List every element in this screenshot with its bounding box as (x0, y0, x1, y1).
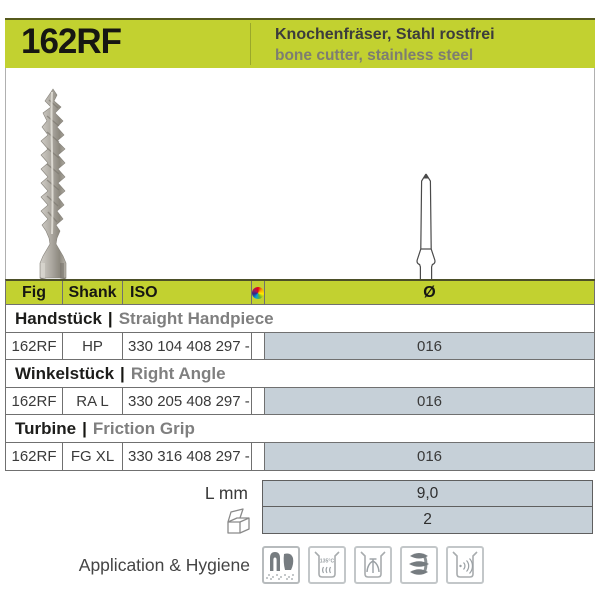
section-friction-grip (5, 415, 595, 443)
section-label-en: Straight Handpiece (118, 308, 274, 328)
cell-diameter: 016 (265, 443, 595, 470)
product-header-band (5, 18, 595, 68)
table-row (5, 443, 595, 471)
section-label-de: Turbine (15, 418, 77, 438)
section-label-de: Handstück (15, 308, 102, 328)
color-wheel-icon (252, 287, 264, 299)
product-name-english: bone cutter, stainless steel (275, 47, 474, 64)
product-photo (22, 86, 84, 281)
cell-fig: 162RF (6, 333, 63, 359)
cell-iso: 330 104 408 297 - (123, 333, 252, 359)
section-straight-handpiece (5, 305, 595, 333)
cell-shank: FG XL (63, 443, 123, 470)
cell-shank: RA L (63, 388, 123, 414)
table-header-row (5, 279, 595, 305)
cell-color-code (252, 333, 265, 359)
table-row (5, 388, 595, 415)
svg-text:135°C: 135°C (319, 558, 335, 565)
column-header-fig: Fig (6, 281, 63, 304)
ultrasonic-bath-icon (446, 546, 484, 584)
cell-fig: 162RF (6, 443, 63, 470)
pack-quantity-cell: 2 (262, 506, 593, 534)
section-label-de: Winkelstück (15, 363, 115, 383)
column-header-color-code (252, 281, 265, 304)
cell-diameter: 016 (265, 333, 595, 359)
application-hygiene-label: Application & Hygiene (78, 555, 250, 575)
cell-shank: HP (63, 333, 123, 359)
length-label: L mm (204, 483, 248, 503)
length-value-cell: 9,0 (262, 480, 593, 507)
section-label-en: Right Angle (130, 363, 226, 383)
section-separator: | (82, 418, 87, 438)
header-divider (250, 23, 251, 65)
technical-drawing (404, 171, 448, 283)
thermo-disinfector-icon (354, 546, 392, 584)
section-label-en: Friction Grip (92, 418, 195, 438)
product-name-german: Knochenfräser, Stahl rostfrei (275, 26, 495, 43)
open-box-icon (222, 505, 254, 535)
column-header-shank: Shank (63, 281, 123, 304)
cell-color-code (252, 388, 265, 414)
cell-diameter: 016 (265, 388, 595, 414)
cell-iso: 330 316 408 297 - (123, 443, 252, 470)
section-right-angle (5, 360, 595, 388)
cell-fig: 162RF (6, 388, 63, 414)
section-separator: | (107, 308, 113, 328)
product-image-area (5, 68, 595, 281)
table-row (5, 333, 595, 360)
section-separator: | (120, 363, 125, 383)
cell-iso: 330 205 408 297 - (123, 388, 252, 414)
figure-number: 162RF (21, 22, 122, 61)
cell-color-code (252, 443, 265, 470)
autoclave-135c-icon (308, 546, 346, 584)
bone-application-icon (262, 546, 300, 584)
bone-structure-icon (400, 546, 438, 584)
column-header-iso: ISO (123, 281, 252, 304)
column-header-diameter: Ø (265, 281, 595, 304)
